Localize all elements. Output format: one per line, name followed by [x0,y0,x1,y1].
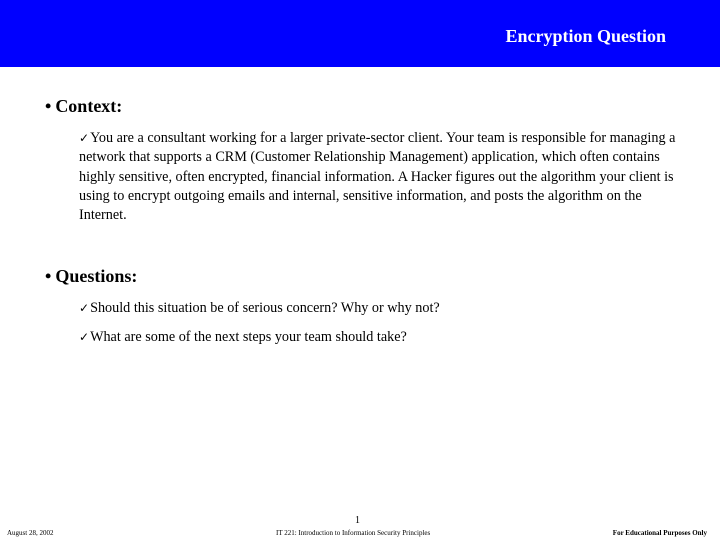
question-item [79,328,679,347]
questions-heading-label: Questions: [55,266,138,286]
checkmark-icon: ✓ [79,301,90,315]
questions-heading [45,265,137,287]
footer-disclaimer: For Educational Purposes Only [612,529,707,537]
question-item-text: What are some of the next steps your team should take? [90,329,407,345]
slide-title: Encryption Question [505,26,666,46]
footer-course: IT 221: Introduction to Information Security Principles [276,529,431,537]
context-paragraph-text: You are a consultant working for a larger private-sector client. Your team is responsible for managing a network that supports a CRM (Customer Relationship Management) application, which often contains highly sensitive, often encrypted, financial information. A Hacker figures out the algorithm your client is using to encrypt outgoing emails and internal, sensitive information, and posts the algorithm on the Internet. [79,130,676,224]
context-paragraph [79,129,679,225]
title-bar [0,0,720,67]
question-item-text: Should this situation be of serious concern? Why or why not? [90,300,440,316]
context-heading [45,95,122,117]
checkmark-icon: ✓ [79,330,90,344]
checkmark-icon: ✓ [79,131,90,145]
context-heading-label: Context: [55,96,123,116]
bullet-icon: • [45,96,52,116]
question-item [79,299,679,318]
bullet-icon: • [45,266,52,286]
footer-date: August 28, 2002 [7,529,54,537]
page-number: 1 [355,515,360,526]
